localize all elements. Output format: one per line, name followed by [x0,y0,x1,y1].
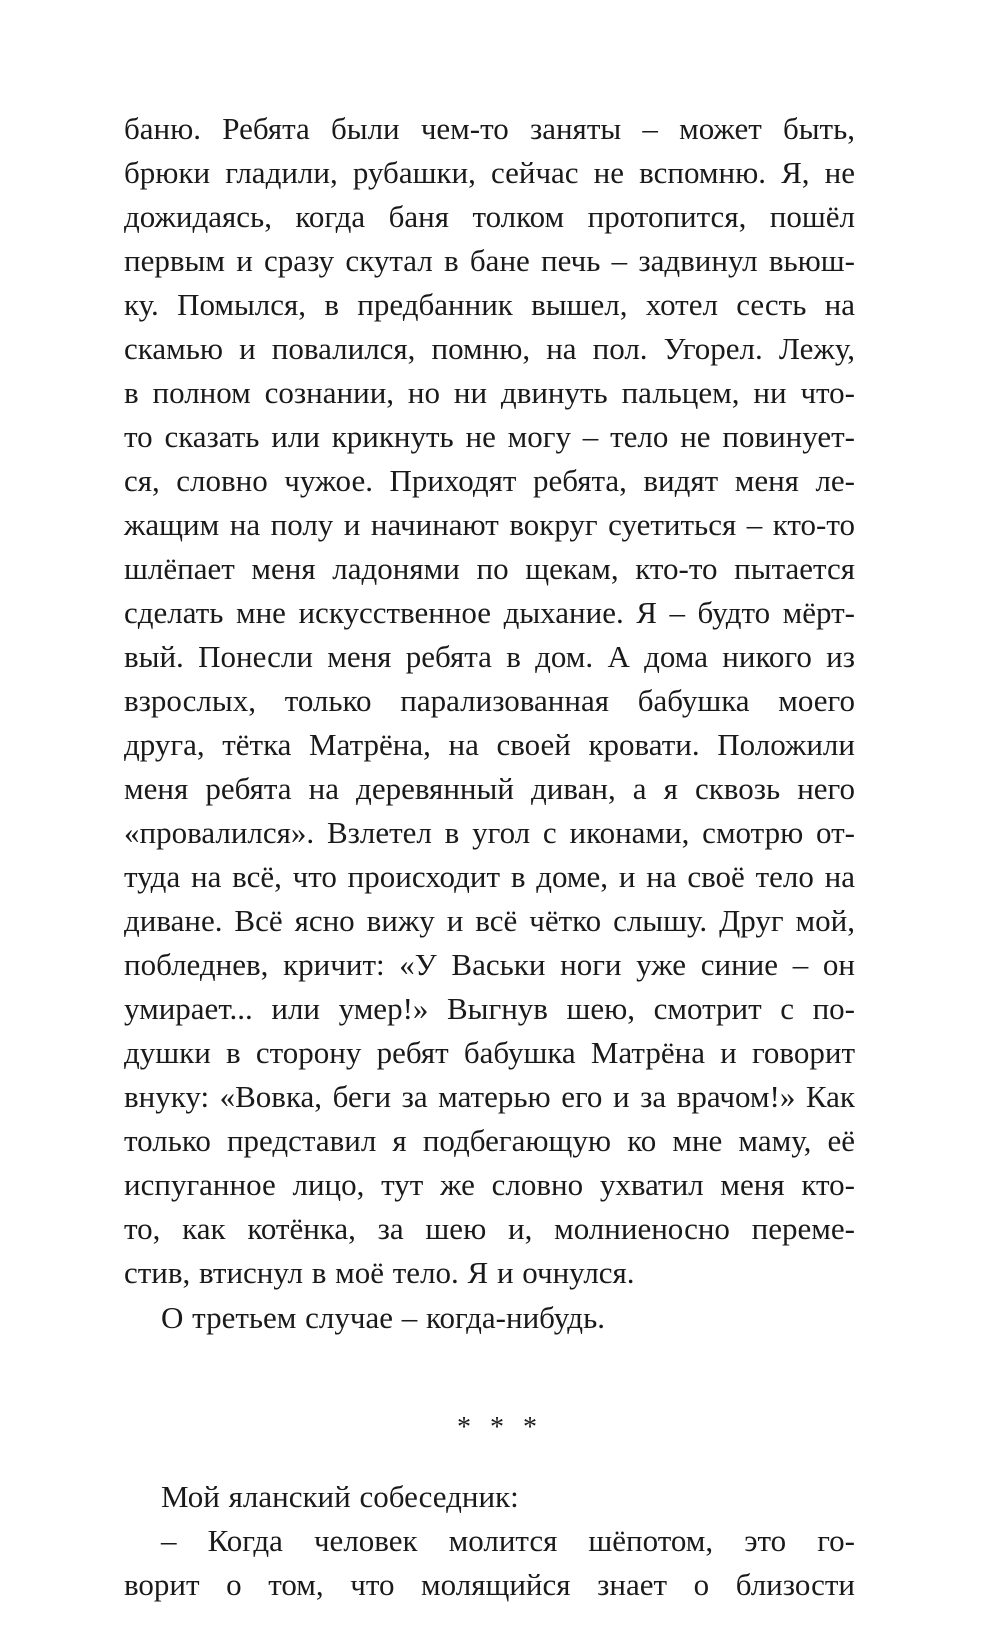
text-line: дожидаясь, когда баня толком протопится, пошёл [124,199,855,234]
text-line: Мой яланский собеседник: [161,1479,519,1514]
text-line: О третьем случае – когда-нибудь. [161,1300,605,1335]
text-line: баню. Ребята были чем-то заняты – может быть, [124,111,855,146]
text-line: первым и сразу скутал в бане печь – задвинул вьюш- [124,243,855,278]
text-line: сделать мне искусственное дыхание. Я – будто мёрт- [124,595,855,630]
text-line: скамью и повалился, помню, на пол. Угорел. Лежу, [124,331,855,366]
text-line: ку. Помылся, в предбанник вышел, хотел сесть на [124,287,855,322]
text-line: «провалился». Взлетел в угол с иконами, смотрю от- [124,815,855,850]
text-line: ворит о том, что молящийся знает о близости [124,1567,855,1602]
text-line: умирает... или умер!» Выгнув шею, смотрит с по- [124,991,855,1026]
text-line: жащим на полу и начинают вокруг суетиться – кто-то [124,507,855,542]
text-line: друга, тётка Матрёна, на своей кровати. Положили [124,727,855,762]
text-line: меня ребята на деревянный диван, а я сквозь него [124,771,855,806]
text-line: туда на всё, что происходит в доме, и на своё тело на [124,859,855,894]
section-separator: * * * [457,1412,543,1443]
text-line: стив, втиснул в моё тело. Я и очнулся. [124,1255,635,1290]
text-line: то сказать или крикнуть не могу – тело не повинует- [124,419,855,454]
text-line: побледнев, кричит: «У Васьки ноги уже синие – он [124,947,855,982]
text-line: брюки гладили, рубашки, сейчас не вспомню. Я, не [124,155,855,190]
text-line: вый. Понесли меня ребята в дом. А дома никого из [124,639,855,674]
text-line: взрослых, только парализованная бабушка моего [124,683,855,718]
text-line: то, как котёнка, за шею и, молниеносно переме- [124,1211,855,1246]
text-line: в полном сознании, но ни двинуть пальцем, ни что- [124,375,855,410]
text-line: – Когда человек молится шёпотом, это го- [161,1523,855,1558]
text-line: шлёпает меня ладонями по щекам, кто-то пытается [124,551,855,586]
text-line: диване. Всё ясно вижу и всё чётко слышу. Друг мой, [124,903,855,938]
text-line: душки в сторону ребят бабушка Матрёна и говорит [124,1035,855,1070]
text-line: ся, словно чужое. Приходят ребята, видят меня ле- [124,463,855,498]
text-line: только представил я подбегающую ко мне маму, её [124,1123,855,1158]
text-line: внуку: «Вовка, беги за матерью его и за врачом!» Как [124,1079,855,1114]
text-line: испуганное лицо, тут же словно ухватил меня кто- [124,1167,855,1202]
